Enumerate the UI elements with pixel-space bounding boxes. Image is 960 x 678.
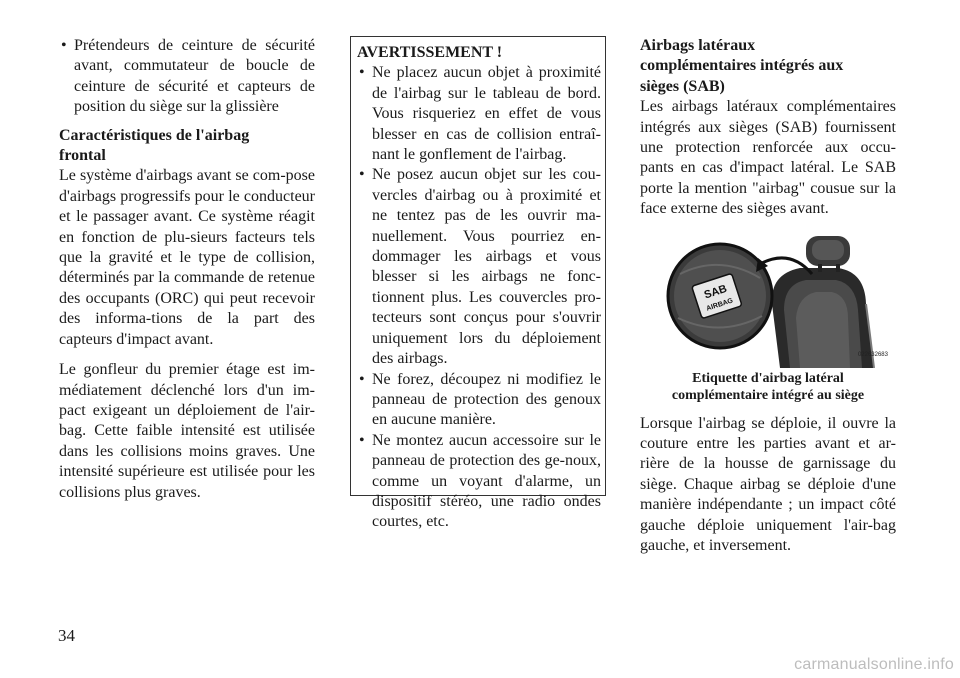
column-left [59,36,315,503]
column-right [640,36,896,557]
watermark: carmanualsonline.info [794,656,954,673]
airbag-label-text: AIRBAG [705,297,734,313]
side-airbag-heading: Airbags latéraux complémentaires intégrés aux sièges (SAB) [640,37,844,95]
warning-item: • Ne posez aucun objet sur les cou-vercles d'airbag ou à proximité et ne tentez pas de les ouvrir ma-nuellement. Vous pourriez en-dommager les airbags et vous blesser si les airbags ne fonc-tionnent plus. Les couvercles pro-tecteurs sont conçus pour s'ouvrir uniquement lors du déploiement des airbags. [357,165,601,369]
sab-label-text: SAB [702,282,729,302]
frontal-airbag-paragraph: Le système d'airbags avant se com-pose d'airbags progressifs pour le conducteur et le passager avant. Ce système réagit en fonction de plu-sieurs facteurs tels que la gravité et le type de collision, déterminés par la commande de retenue des occupants (ORC) qui peut recevoir des informa-tions de la part des capteurs d'impact avant. [59,167,315,348]
column-middle [350,36,606,531]
page-number: 34 [58,626,75,645]
inflator-paragraph: Le gonfleur du premier étage est im-médiatement déclenché lors d'un im-pact exigeant un déploiement de l'air-bag. Cette faible intensité est utilisée dans les collisions moins graves. Une intensité supérieure est utilisée pour les collisions plus graves. [59,361,315,501]
warning-box [350,36,606,531]
warning-title: AVERTISSEMENT ! [357,44,503,61]
deployment-paragraph: Lorsque l'airbag se déploie, il ouvre la couture entre les parties avant et ar-rière de la housse de garnissage du siège. Chaque airbag se déploie d'une manière indépendante ; un impact côté gauche déploie uniquement l'air-bag gauche, et inversement. [640,414,896,555]
figure-code: 022632683 [857,352,888,359]
sensor-bullet: • Prétendeurs de ceinture de sécurité avant, commutateur de boucle de ceinture de sécurité et capteurs de position du siège sur la glissière [59,36,315,118]
frontal-airbag-heading: Caractéristiques de l'airbag frontal [59,126,250,165]
seat-airbag-illustration [660,234,892,368]
figure-caption: Etiquette d'airbag latéral complémentaire intégré au siège [671,370,865,403]
warning-item: • Ne montez aucun accessoire sur le panneau de protection des ge-noux, comme un voyant d'alarme, un dispositif stéréo, une radio ondes courtes, etc. [357,431,601,533]
warning-item: • Ne placez aucun objet à proximité de l'airbag sur le tableau de bord. Vous risqueriez en effet de vous blesser en cas de collision entraî-nant le gonflement de l'airbag. [357,63,601,165]
warning-item: • Ne forez, découpez ni modifiez le panneau de protection des genoux en aucune manière. [357,370,601,431]
side-airbag-paragraph: Les airbags latéraux complémentaires intégrés aux sièges (SAB) fournissent une protection renforcée aux occu-pants en cas d'impact latéral. Le SAB porte la mention "airbag" cousue sur la face externe des sièges avant. [640,98,896,218]
